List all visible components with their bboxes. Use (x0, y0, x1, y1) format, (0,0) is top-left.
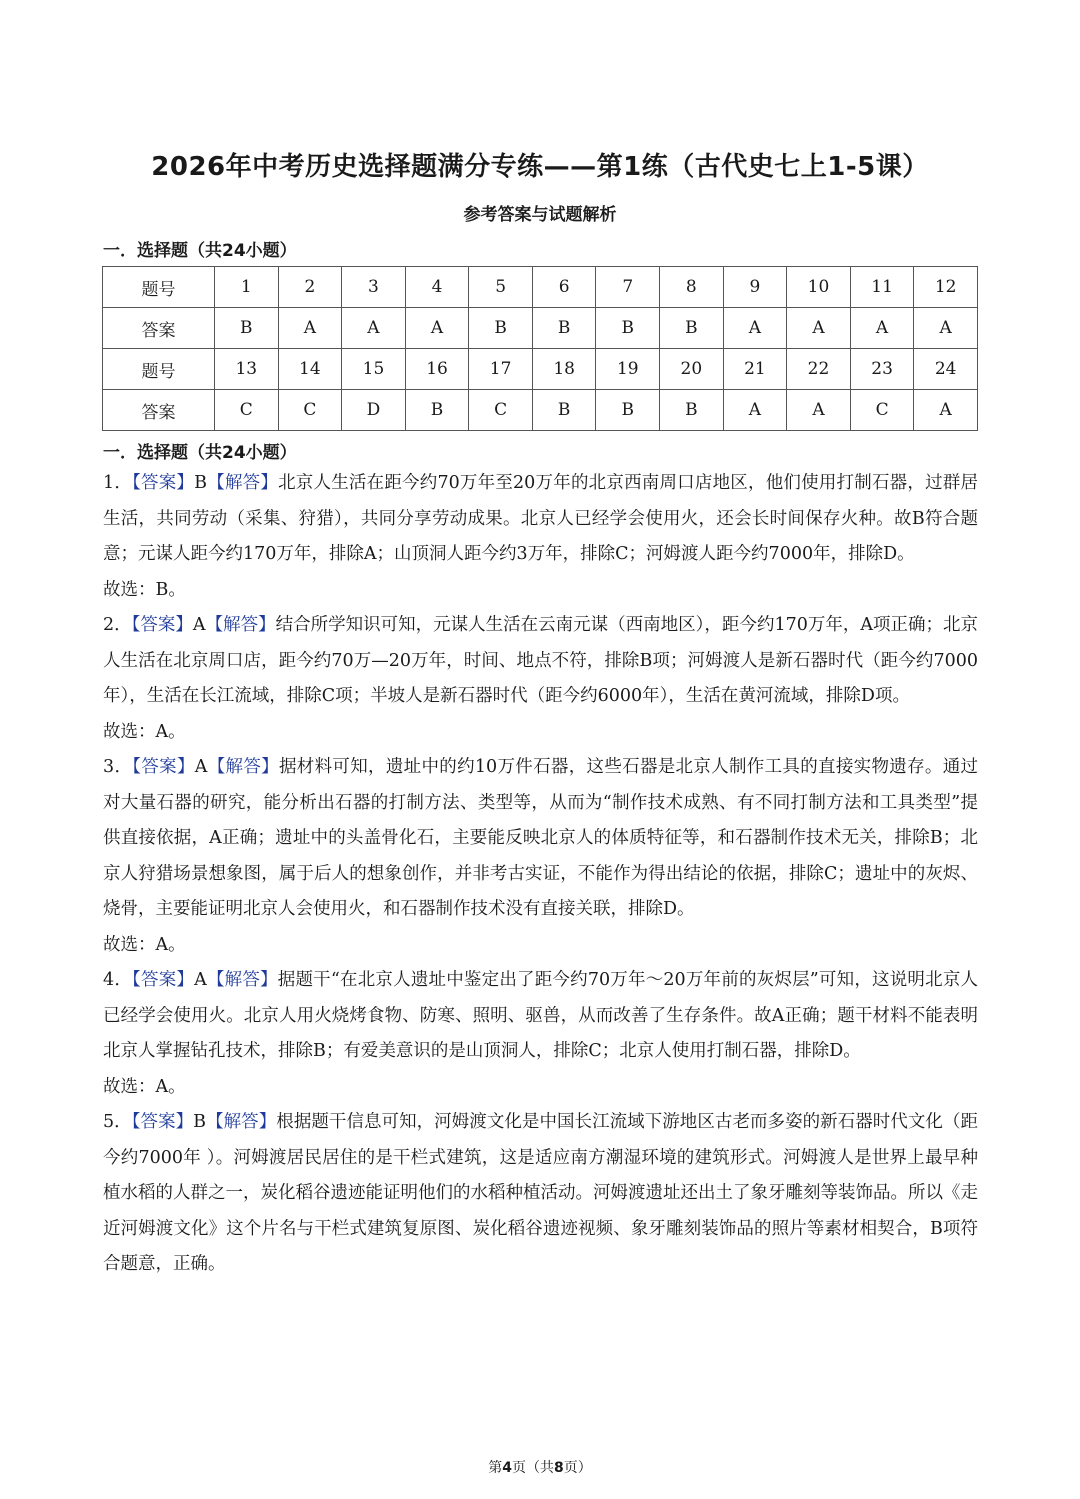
footer-prefix: 第 (488, 1460, 503, 1476)
answer-cell: B (532, 390, 596, 431)
analysis-tag: 【解答】 (206, 970, 278, 990)
question-number: 14 (278, 349, 342, 390)
answer-letter: B (194, 473, 208, 493)
question-5 (103, 1105, 978, 1283)
answer-cell: A (914, 308, 978, 349)
answer-cell: A (850, 308, 914, 349)
question-number: 1 (215, 267, 279, 308)
question-number: 4． (103, 970, 133, 990)
question-number: 8 (660, 267, 724, 308)
solutions-body (103, 466, 978, 1283)
total-page-count: 8 (554, 1460, 564, 1476)
explanation-text: 据题干“在北京人遗址中鉴定出了距今约70万年～20万年前的灰烬层”可知，这说明北京人已经学会使用火。北京人用火烧烤食物、防寒、照明、驱兽，从而改善了生存条件。故A正确；题干材料不能表明北京人掌握钻孔技术，排除B；有爱美意识的是山顶洞人，排除C；北京人使用打制石器，排除D。 (103, 970, 979, 1061)
answer-cell: B (469, 308, 533, 349)
question-number: 16 (405, 349, 469, 390)
question-number: 1． (103, 473, 133, 493)
question-number: 20 (660, 349, 724, 390)
question-number: 21 (723, 349, 787, 390)
explanation-text: 根据题干信息可知，河姆渡文化是中国长江流域下游地区古老而多姿的新石器时代文化（距今约7000年 ）。河姆渡居民居住的是干栏式建筑，这是适应南方潮湿环境的建筑形式。河姆渡人是世界上最早种植水稻的人群之一，炭化稻谷遗迹能证明他们的水稻种植活动。河姆渡遗址还出土了象牙雕刻等装饰品。所以《走近河姆渡文化》这个片名与干栏式建筑复原图、炭化稻谷遗迹视频、象牙雕刻装饰品的照片等素材相契合，B项符合题意，正确。 (103, 1112, 979, 1274)
row-label-question: 题号 (103, 267, 215, 308)
answer-cell: B (660, 390, 724, 431)
section-heading-top: 一．选择题（共24小题） (103, 241, 297, 261)
footer-middle: 页（共 (512, 1460, 554, 1476)
answer-cell: A (723, 308, 787, 349)
question-number: 3 (342, 267, 406, 308)
final-answer: 故选：A。 (103, 721, 186, 742)
row-label-question: 题号 (103, 349, 215, 390)
answer-letter: B (193, 1112, 207, 1132)
answer-cell: A (914, 390, 978, 431)
question-2 (103, 608, 978, 715)
table-row (103, 390, 978, 431)
answer-cell: B (660, 308, 724, 349)
analysis-tag: 【解答】 (206, 1112, 277, 1132)
question-number: 5 (469, 267, 533, 308)
explanation-text: 据材料可知，遗址中的约10万件石器，这些石器是北京人制作工具的直接实物遗存。通过对大量石器的研究，能分析出石器的打制方法、类型等，从而为“制作技术成熟、有不同打制方法和工具类型”提供直接依据，A正确；遗址中的头盖骨化石，主要能反映北京人的体质特征等，和石器制作技术无关，排除B；北京人狩猎场景想象图，属于后人的想象创作，并非考古实证，不能作为得出结论的依据，排除C；遗址中的灰烬、烧骨，主要能证明北京人会使用火，和石器制作技术没有直接关联，排除D。 (103, 757, 979, 919)
table-row (103, 267, 978, 308)
answer-cell: A (278, 308, 342, 349)
answer-tag: 【答案】 (131, 615, 193, 635)
explanation-text: 北京人生活在距今约70万年至20万年的北京西南周口店地区，他们使用打制石器，过群居生活，共同劳动（采集、狩猎），共同分享劳动成果。北京人已经学会使用火，还会长时间保存火种。故B符合题意；元谋人距今约170万年，排除A；山顶洞人距今约3万年，排除C；河姆渡人距今约7000年，排除D。 (103, 473, 979, 564)
question-number: 24 (914, 349, 978, 390)
question-number: 23 (850, 349, 914, 390)
answer-cell: B (596, 308, 660, 349)
answer-cell: C (278, 390, 342, 431)
question-number: 10 (787, 267, 851, 308)
question-number: 9 (723, 267, 787, 308)
row-label-answer: 答案 (103, 308, 215, 349)
answer-cell: D (342, 390, 406, 431)
answer-cell: B (596, 390, 660, 431)
question-number: 2． (103, 615, 132, 635)
question-number: 4 (405, 267, 469, 308)
question-number: 6 (532, 267, 596, 308)
question-4 (103, 963, 978, 1070)
row-label-answer: 答案 (103, 390, 215, 431)
table-row (103, 308, 978, 349)
current-page-number: 4 (502, 1460, 512, 1476)
page-footer (0, 1457, 1080, 1477)
answer-cell: A (787, 390, 851, 431)
explanation-text: 结合所学知识可知，元谋人生活在云南元谋（西南地区），距今约170万年，A项正确；北京人生活在北京周口店，距今约70万—20万年，时间、地点不符，排除B项；河姆渡人是新石器时代（距今约7000年），生活在长江流域，排除C项；半坡人是新石器时代（距今约6000年），生活在黄河流域，排除D项。 (103, 615, 979, 706)
answer-letter: A (192, 615, 206, 635)
page-subtitle: 参考答案与试题解析 (463, 205, 617, 225)
answer-tag: 【答案】 (132, 757, 195, 777)
answer-cell: B (215, 308, 279, 349)
final-answer: 故选：A。 (103, 1076, 186, 1097)
final-answer: 故选：B。 (103, 579, 186, 600)
table-row (103, 349, 978, 390)
answer-cell: C (850, 390, 914, 431)
question-number: 5． (103, 1112, 132, 1132)
answer-cell: A (787, 308, 851, 349)
section-heading-repeat: 一．选择题（共24小题） (103, 443, 297, 463)
analysis-tag: 【解答】 (207, 757, 279, 777)
question-number: 2 (278, 267, 342, 308)
question-number: 3． (103, 757, 133, 777)
answer-cell: A (342, 308, 406, 349)
analysis-tag: 【解答】 (207, 473, 279, 493)
answer-cell: B (532, 308, 596, 349)
footer-suffix: 页） (563, 1460, 592, 1476)
question-number: 19 (596, 349, 660, 390)
question-number: 22 (787, 349, 851, 390)
answer-tag: 【答案】 (132, 970, 195, 990)
question-number: 18 (532, 349, 596, 390)
answer-tag: 【答案】 (131, 1112, 194, 1132)
question-number: 17 (469, 349, 533, 390)
answer-cell: A (405, 308, 469, 349)
answer-cell: C (469, 390, 533, 431)
analysis-tag: 【解答】 (205, 615, 276, 635)
question-number: 15 (342, 349, 406, 390)
question-number: 13 (215, 349, 279, 390)
final-answer: 故选：A。 (103, 934, 186, 955)
question-number: 11 (850, 267, 914, 308)
answer-letter: A (194, 970, 207, 990)
page-title: 2026年中考历史选择题满分专练——第1练（古代史七上1-5课） (151, 152, 929, 182)
question-1 (103, 466, 978, 573)
answer-cell: B (405, 390, 469, 431)
question-3 (103, 750, 978, 928)
question-number: 7 (596, 267, 660, 308)
question-number: 12 (914, 267, 978, 308)
answer-cell: C (215, 390, 279, 431)
answer-cell: A (723, 390, 787, 431)
answer-letter: A (194, 757, 208, 777)
answer-tag: 【答案】 (132, 473, 195, 493)
answer-table (102, 266, 978, 431)
